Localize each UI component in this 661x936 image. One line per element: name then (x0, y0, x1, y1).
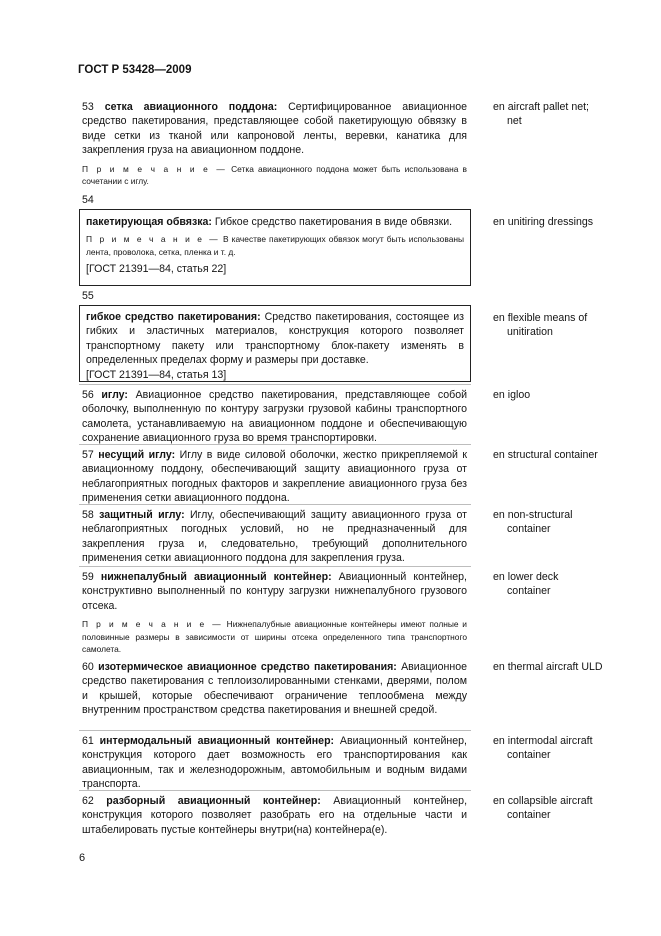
entry-55-box (79, 305, 471, 382)
divider (79, 384, 471, 385)
divider (79, 730, 471, 731)
entry-56: 56 иглу: Авиационное средство пакетирования, представляющее собой оболочку, выполненную по контуру загрузки грузовой кабины транспортного самолета, устанавливаемую на авиационном поддоне и обеспечивающую сохранение авиационного груза во время транспортировки. (82, 389, 467, 445)
term-name: нижнепалубный авиационный контейнер: (100, 571, 332, 583)
entry-60: 60 изотермическое авиационное средство пакетирования: Авиационное средство пакетирования с теплоизолированными стенками, дверями, полом и крышей, которые обеспечивают ограничение теплообмена между внутренним пространством средства пакетирования и внешней средой. (82, 661, 467, 717)
term-definition: Авиационный контейнер, конструкция которого дает возможность его транспортирования как авиационным, так и железнодорожным, автомобильным и водным видами транспорта. (82, 735, 467, 791)
entry-54-box (79, 209, 471, 286)
term-name: изотермическое авиационное средство пакетирования: (98, 661, 397, 673)
term-name: интермодальный авиационный контейнер: (99, 735, 335, 747)
term-definition: Иглу в виде силовой оболочки, жестко прикрепляемой к авиационному поддону, обеспечивающий защиту авиационного груза от неблагоприятных погодных факторов и закрепление авиационного груза без применения сетки авиационного поддона. (82, 449, 467, 505)
term-name: разборный авиационный контейнер: (106, 795, 321, 807)
note: П р и м е ч а н и е — Нижнепалубные авиационные контейнеры имеют полные и половинные размеры в зависимости от ширины отсека определенного типа транспортного самолета. (82, 619, 467, 655)
term-definition: Сертифицированное авиационное средство пакетирования, представляющее собой пакетирующую обвязку в виде сетки из тканой или капроновой ленты, веревки, канатика для закрепления груза на авиационном поддоне. (82, 101, 467, 157)
english-equivalent-53: en aircraft pallet net; net (493, 101, 589, 128)
divider (79, 566, 471, 567)
term-name: несущий иглу: (98, 449, 176, 461)
term-definition: Авиационное средство пакетирования, представляющее собой оболочку, выполненную по контуру загрузки грузовой кабины транспортного самолета, устанавливаемую на авиационном поддоне и обеспечивающую сохранение авиационного груза во время транспортировки. (82, 389, 467, 445)
term-definition: Средство пакетирования, состоящее из гибких и эластичных материалов, конструкция которого позволяет транспортному пакету или транспортному блок-пакету изменять в определенных пределах форму и размеры при доставке. (86, 311, 464, 367)
note: П р и м е ч а н и е — Сетка авиационного поддона может быть использована в сочетании с иглу. (82, 163, 467, 187)
reference: [ГОСТ 21391—84, статья 13] (86, 368, 227, 381)
page-number: 6 (79, 852, 86, 864)
entry-62: 62 разборный авиационный контейнер: Авиационный контейнер, конструкция которого позволяет разобрать его на отдельные части и штабелировать пустые контейнеры внутри(на) контейнера(е). (82, 795, 468, 836)
english-equivalent-62: en collapsible aircraft container (493, 795, 593, 822)
term-definition: Авиационный контейнер, конструкция которого позволяет разобрать его на отдельные части и штабелировать пустые контейнеры внутри(на) контейнера(е). (82, 795, 468, 836)
entry-number: 54 (82, 194, 94, 206)
term-definition: Иглу, обеспечивающий защиту авиационного груза от неблагоприятных погодных условий, но не предназначенный для закрепления груза и, следовательно, требующий дополнительного применения сетки авиационного поддона для закрепления груза. (82, 509, 467, 565)
english-equivalent-56: en igloo (493, 389, 531, 401)
document-header: ГОСТ Р 53428—2009 (78, 64, 192, 76)
english-equivalent-60: en thermal aircraft ULD (493, 661, 603, 673)
divider (79, 504, 471, 505)
note: П р и м е ч а н и е — В качестве пакетирующих обвязок могут быть использованы лента, проволока, сетка, пленка и т. д. (86, 234, 464, 257)
english-equivalent-58: en non-structural container (493, 509, 573, 536)
term-name: сетка авиационного поддона: (104, 101, 278, 113)
english-equivalent-54: en unitiring dressings (493, 216, 594, 228)
divider (79, 790, 471, 791)
reference: [ГОСТ 21391—84, статья 22] (86, 263, 227, 276)
entry-59: 59 нижнепалубный авиационный контейнер: Авиационный контейнер, конструктивно выполненный по контуру загрузки нижнепалубного грузового отсека. П р и м е ч а н и е — Нижнепалубные авиационные контейнеры имеют полные и половинные размеры в зависимости от ширины отсека определенного типа транспортного самолета. (82, 571, 467, 655)
term-name: гибкое средство пакетирования: (86, 311, 261, 323)
entry-61: 61 интермодальный авиационный контейнер: Авиационный контейнер, конструкция которого дает возможность его транспортирования как авиационным, так и железнодорожным, автомобильным и водным видами транспорта. (82, 735, 467, 791)
term-name: защитный иглу: (99, 509, 185, 521)
english-equivalent-61: en intermodal aircraft container (493, 735, 593, 762)
entry-number: 55 (82, 290, 94, 302)
term-definition: Гибкое средство пакетирования в виде обвязки. (214, 216, 453, 228)
entry-number: 53 (82, 101, 94, 113)
divider (79, 444, 471, 445)
entry-58: 58 защитный иглу: Иглу, обеспечивающий защиту авиационного груза от неблагоприятных погодных условий, но не предназначенный для закрепления груза и, следовательно, требующий дополнительного применения сетки авиационного поддона для закрепления груза. (82, 509, 467, 565)
term-definition: Авиационный контейнер, конструктивно выполненный по контуру загрузки нижнепалубного грузового отсека. (82, 571, 467, 612)
entry-57: 57 несущий иглу: Иглу в виде силовой оболочки, жестко прикрепляемой к авиационному поддону, обеспечивающий защиту авиационного груза от неблагоприятных погодных факторов и закрепление авиационного груза без применения сетки авиационного поддона. (82, 449, 467, 505)
entry-53 (82, 100, 467, 188)
english-equivalent-57: en structural container (493, 449, 598, 461)
english-equivalent-59: en lower deck container (493, 571, 559, 598)
term-name: пакетирующая обвязка: (86, 216, 212, 228)
term-definition: Авиационное средство пакетирования с теплоизолированными стенками, дверями, полом и крышей, которые обеспечивают ограничение теплообмена между внутренним пространством средства пакетирования и внешней средой. (82, 661, 467, 717)
term-name: иглу: (101, 389, 128, 401)
english-equivalent-55: en flexible means of unitiration (493, 312, 588, 339)
